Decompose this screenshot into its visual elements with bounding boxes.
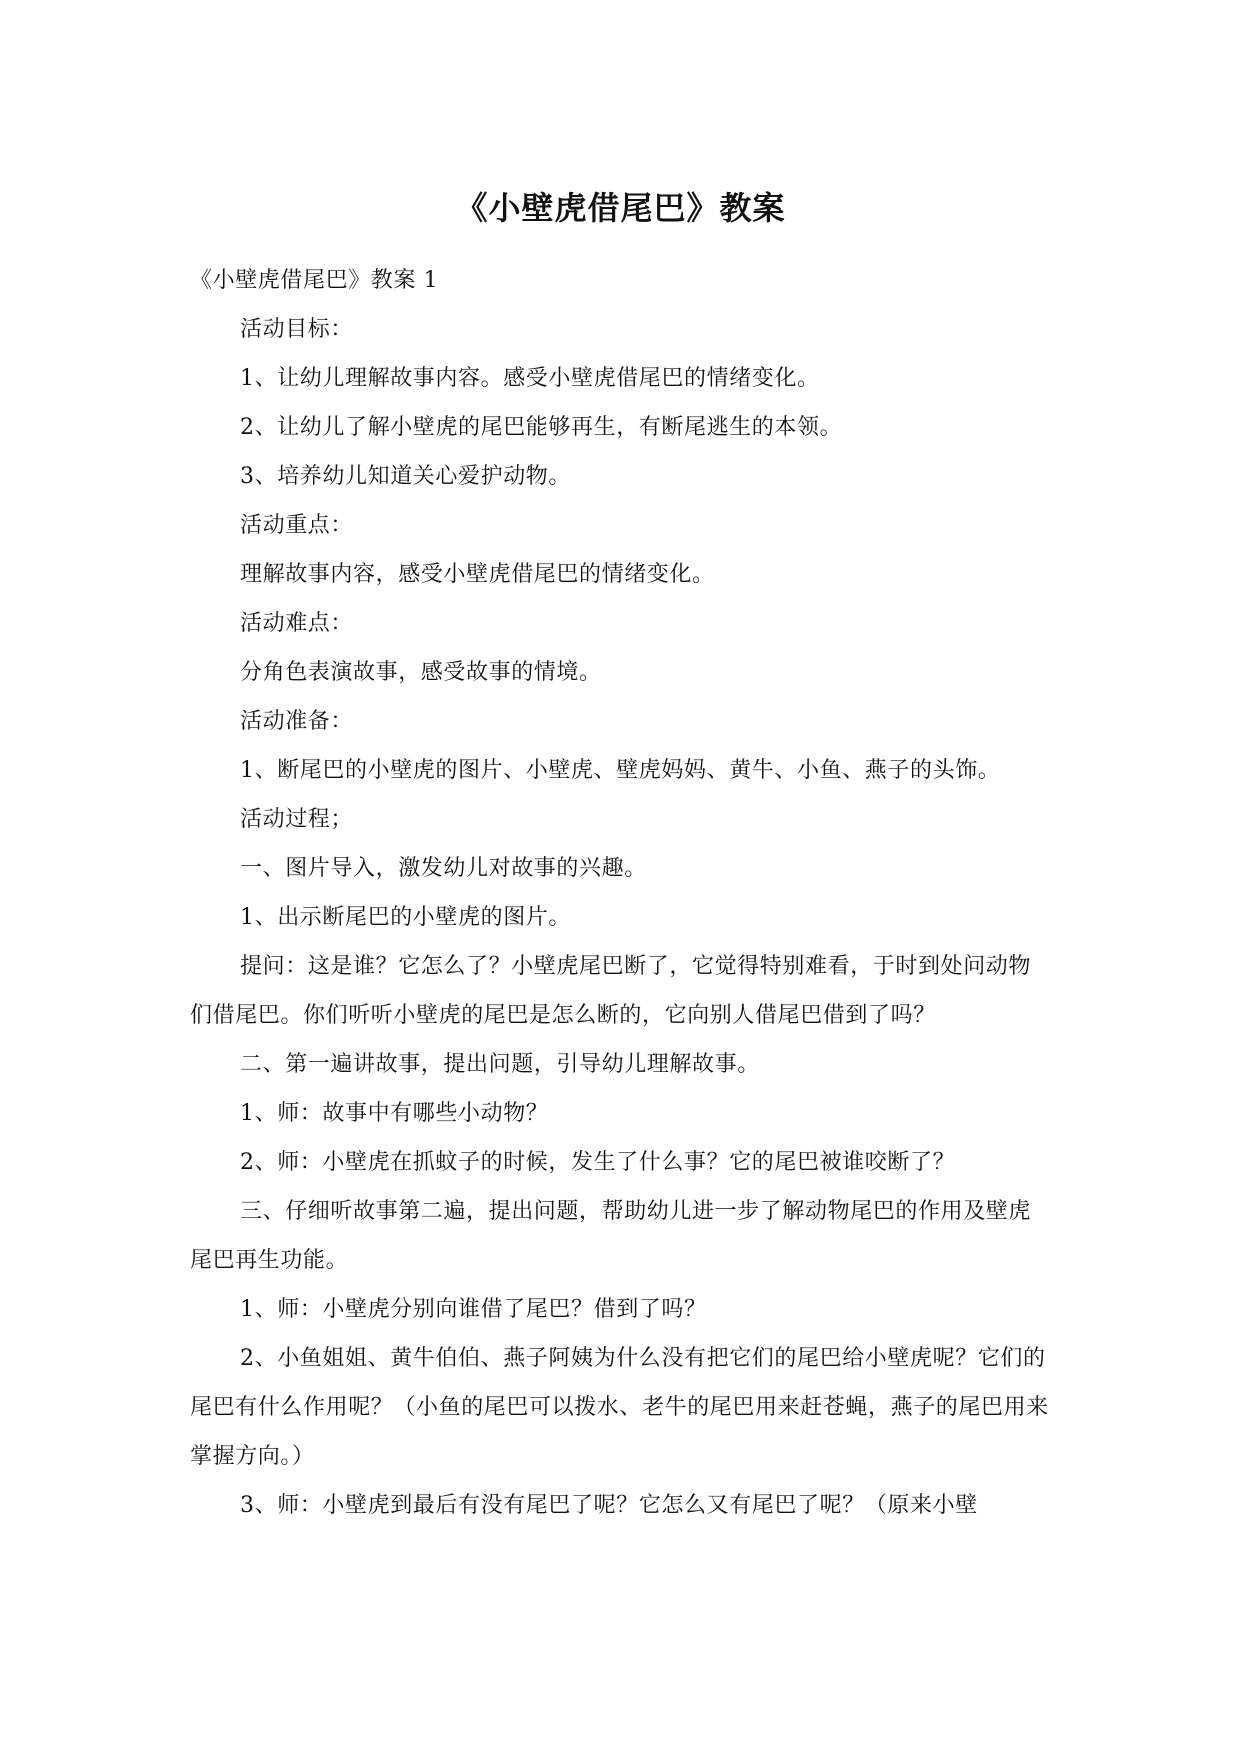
body-paragraph: 三、仔细听故事第二遍，提出问题，帮助幼儿进一步了解动物尾巴的作用及壁虎尾巴再生功能。 <box>190 1199 1032 1273</box>
body-paragraph: 《小壁虎借尾巴》教案 1 <box>190 268 439 293</box>
document-body <box>190 256 1052 1530</box>
body-paragraph: 提问：这是谁？它怎么了？小壁虎尾巴断了，它觉得特别难看，于时到处问动物们借尾巴。你们听听小壁虎的尾巴是怎么断的，它向别人借尾巴借到了吗？ <box>190 954 1032 1028</box>
body-paragraph: 活动过程； <box>240 807 354 832</box>
body-paragraph: 2、小鱼姐姐、黄牛伯伯、燕子阿姨为什么没有把它们的尾巴给小壁虎呢？它们的尾巴有什么作用呢？（小鱼的尾巴可以拨水、老牛的尾巴用来赶苍蝇，燕子的尾巴用来掌握方向。） <box>190 1346 1049 1469</box>
body-paragraph: 分角色表演故事，感受故事的情境。 <box>240 660 602 685</box>
body-paragraph: 活动准备： <box>240 709 354 734</box>
body-paragraph: 1、师：故事中有哪些小动物？ <box>240 1101 549 1126</box>
body-paragraph: 3、师：小壁虎到最后有没有尾巴了呢？它怎么又有尾巴了呢？（原来小壁 <box>240 1493 978 1518</box>
body-paragraph: 活动重点： <box>240 513 354 538</box>
body-paragraph: 1、出示断尾巴的小壁虎的图片。 <box>240 905 571 930</box>
body-paragraph: 一、图片导入，激发幼儿对故事的兴趣。 <box>240 856 647 881</box>
body-paragraph: 理解故事内容，感受小壁虎借尾巴的情绪变化。 <box>240 562 715 587</box>
body-paragraph: 二、第一遍讲故事，提出问题，引导幼儿理解故事。 <box>240 1052 760 1077</box>
body-paragraph: 1、让幼儿理解故事内容。感受小壁虎借尾巴的情绪变化。 <box>240 366 820 391</box>
body-paragraph: 2、师：小壁虎在抓蚊子的时候，发生了什么事？它的尾巴被谁咬断了？ <box>240 1150 956 1175</box>
body-paragraph: 活动目标： <box>240 317 354 342</box>
body-paragraph: 1、断尾巴的小壁虎的图片、小壁虎、壁虎妈妈、黄牛、小鱼、燕子的头饰。 <box>240 758 1001 783</box>
body-paragraph: 3、培养幼儿知道关心爱护动物。 <box>240 464 571 489</box>
body-paragraph: 1、师：小壁虎分别向谁借了尾巴？借到了吗？ <box>240 1297 707 1322</box>
body-paragraph: 2、让幼儿了解小壁虎的尾巴能够再生，有断尾逃生的本领。 <box>240 415 843 440</box>
document-title: 《小壁虎借尾巴》教案 <box>455 189 786 227</box>
body-paragraph: 活动难点： <box>240 611 354 636</box>
